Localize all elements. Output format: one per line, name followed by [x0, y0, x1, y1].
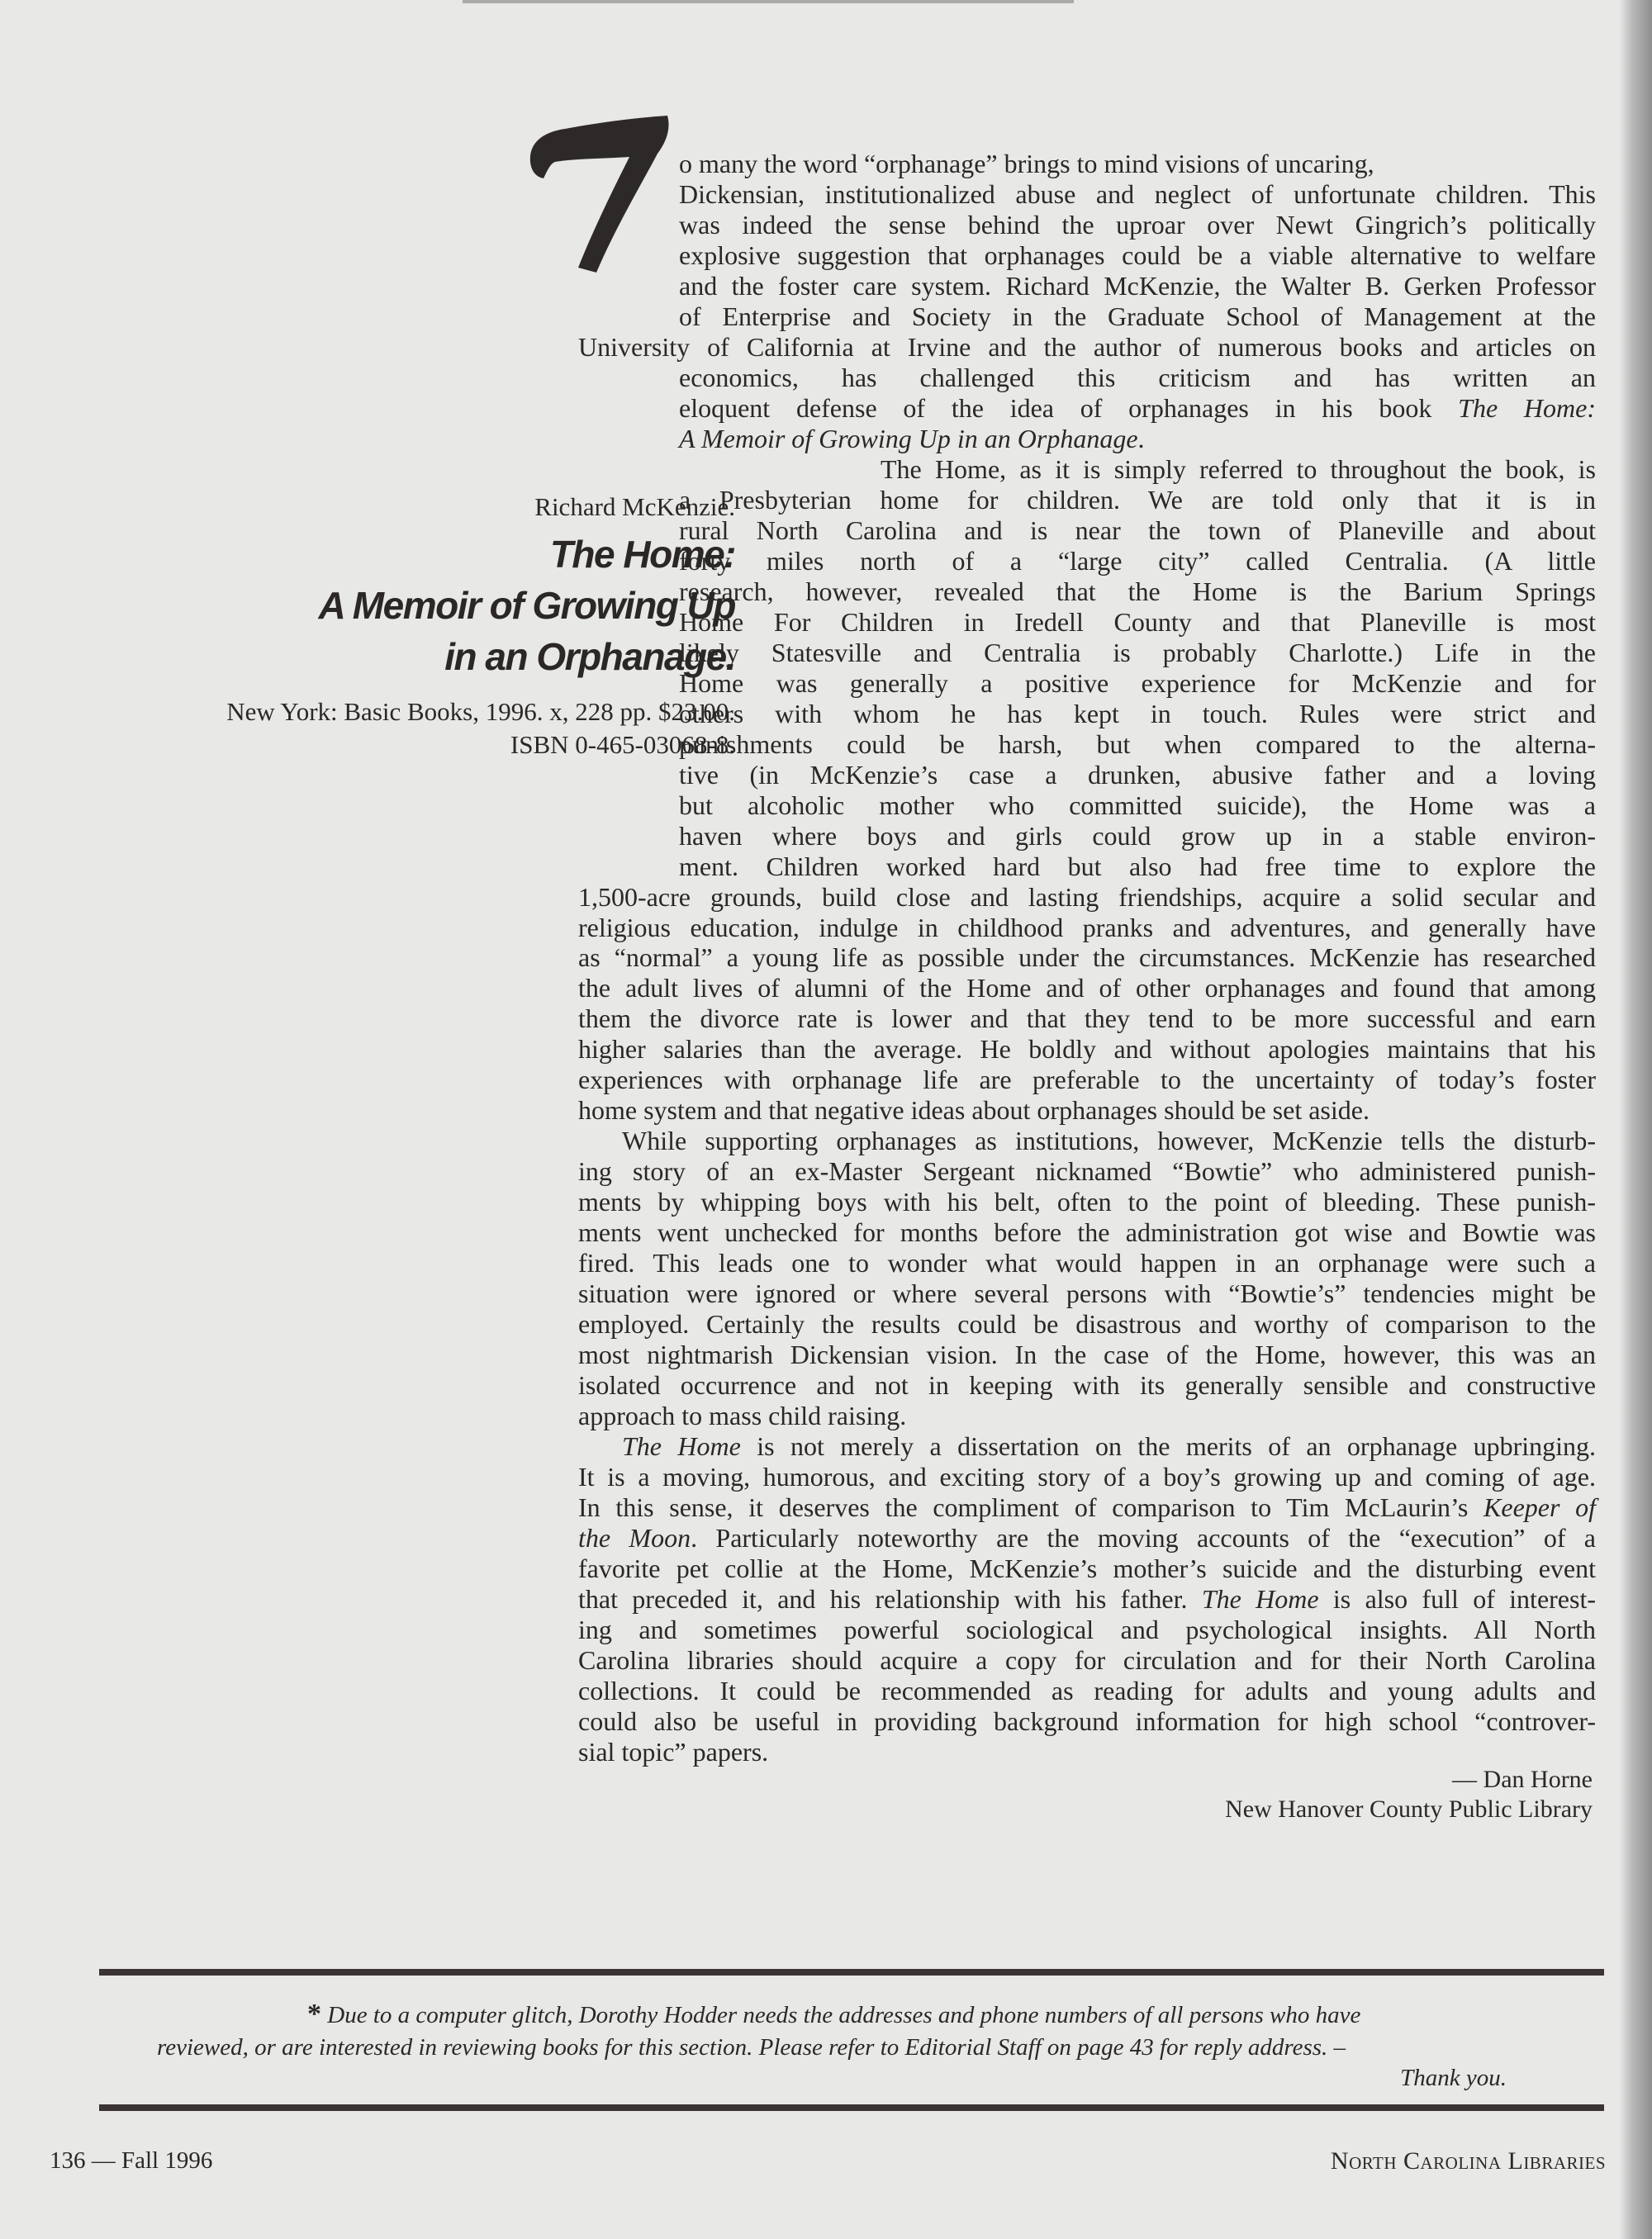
italic-title: A Memoir of Growing Up in an Orphanage — [679, 423, 1138, 453]
article-line: others with whom he has kept in touch. Rules were strict and — [679, 698, 1596, 728]
article-line: a Presbyterian home for children. We are told only that it is in — [679, 484, 1596, 515]
article-line: sial topic” papers. — [578, 1736, 769, 1767]
article-line: employed. Certainly the results could be disastrous and worthy of comparison to the — [578, 1309, 1596, 1340]
drop-cap-t-icon — [525, 111, 674, 276]
book-title-line: A Memoir of Growing Up — [318, 584, 735, 627]
book-title-line: in an Orphanage. — [444, 635, 735, 678]
footnote-line: Thank you. — [1400, 2065, 1507, 2091]
article-line: isolated occurrence and not in keeping with its generally sensible and constructive — [578, 1370, 1596, 1401]
page-number-issue: 136 — Fall 1996 — [50, 2147, 213, 2174]
book-publication-info — [226, 695, 735, 761]
article-line: While supporting orphanages as institutions, however, McKenzie tells the disturb- — [622, 1126, 1596, 1156]
book-author: Richard McKenzie. — [534, 492, 735, 521]
article-line: eloquent defense of the idea of orphanages in his book The Home: — [679, 392, 1597, 423]
article-line: situation were ignored or where several persons with “Bowtie’s” tendencies might be — [578, 1278, 1596, 1309]
article-line: It is a moving, humorous, and exciting story of a boy’s growing up and coming of age. — [578, 1462, 1596, 1492]
footnote-bottom-rule — [99, 2104, 1604, 2111]
article-line: likely Statesville and Centralia is probably Charlotte.) Life in the — [679, 637, 1596, 667]
article-line: ments went unchecked for months before the administration got wise and Bowtie was — [578, 1217, 1596, 1248]
article-line: but alcoholic mother who committed suicide), the Home was a — [679, 790, 1596, 820]
article-line: The Home is not merely a dissertation on the merits of an orphanage upbringing. — [622, 1431, 1597, 1462]
article-line: approach to mass child raising. — [578, 1401, 907, 1431]
article-line: religious education, indulge in childhood pranks and adventures, and generally have — [578, 912, 1596, 942]
article-line: economics, has challenged this criticism and has written an — [679, 362, 1596, 392]
article-line: fired. This leads one to wonder what would happen in an orphanage were such a — [578, 1248, 1596, 1278]
article-line: Home was generally a positive experience for McKenzie and for — [679, 667, 1596, 698]
article-line: home system and that negative ideas about orphanages should be set aside. — [578, 1095, 1370, 1126]
article-line: University of California at Irvine and the author of numerous books and articles on — [578, 331, 1596, 362]
italic-title: the Moon — [578, 1523, 691, 1554]
article-line: of Enterprise and Society in the Graduate School of Management at the — [679, 301, 1596, 331]
article-line: forty miles north of a “large city” called Centralia. (A little — [679, 545, 1596, 576]
article-line: research, however, revealed that the Home is the Barium Springs — [679, 576, 1596, 606]
article-line: ing and sometimes powerful sociological and psychological insights. All North — [578, 1615, 1596, 1645]
book-title — [319, 529, 736, 682]
footnote-text: Due to a computer glitch, Dorothy Hodder needs the addresses and phone numbers of all persons who have — [327, 2002, 1361, 2028]
article-line: The Home, as it is simply referred to throughout the book, is — [881, 453, 1596, 484]
article-line: o many the word “orphanage” brings to mind visions of uncaring, — [679, 149, 1374, 178]
scan-page-edge — [1619, 0, 1652, 2239]
article-line: that preceded it, and his relationship with his father. The Home is also full of interest- — [578, 1584, 1597, 1615]
article-line: ing story of an ex-Master Sergeant nicknamed “Bowtie” who administered punish- — [578, 1156, 1596, 1187]
article-line: rural North Carolina and is near the town of Planeville and about — [679, 515, 1596, 545]
article-line: and the foster care system. Richard McKenzie, the Walter B. Gerken Professor — [679, 270, 1596, 301]
article-line: favorite pet collie at the Home, McKenzie’s mother’s suicide and the disturbing event — [578, 1554, 1596, 1584]
article-line: experiences with orphanage life are preferable to the uncertainty of today’s foster — [578, 1065, 1596, 1095]
article-line: the adult lives of alumni of the Home and of other orphanages and found that among — [578, 973, 1596, 1003]
article-line: 1,500-acre grounds, build close and lasting friendships, acquire a solid secular and — [578, 881, 1596, 912]
book-title-line: The Home: — [549, 533, 735, 576]
article-line: explosive suggestion that orphanages could be a viable alternative to welfare — [679, 240, 1596, 270]
article-line: Home For Children in Iredell County and that Planeville is most — [679, 606, 1596, 637]
reviewer-affiliation: New Hanover County Public Library — [1225, 1795, 1593, 1823]
article-line: A Memoir of Growing Up in an Orphanage. — [679, 423, 1145, 453]
article-line: them the divorce rate is lower and that they tend to be more successful and earn — [578, 1003, 1596, 1034]
article-line: Carolina libraries should acquire a copy for circulation and for their North Carolina — [578, 1645, 1596, 1676]
article-line: ment. Children worked hard but also had free time to explore the — [679, 851, 1596, 881]
italic-title: Keeper of — [1483, 1492, 1597, 1523]
article-line: haven where boys and girls could grow up in a stable environ- — [679, 820, 1596, 851]
article-line: as “normal” a young life as possible under the circumstances. McKenzie has researched — [578, 942, 1596, 973]
footnote-top-rule — [99, 1969, 1604, 1976]
top-rule — [463, 0, 1074, 3]
asterisk-marker: * — [307, 1999, 321, 2029]
italic-title: The Home — [1201, 1584, 1319, 1615]
article-line: Dickensian, institutionalized abuse and neglect of unfortunate children. This — [679, 178, 1596, 209]
article-line: In this sense, it deserves the compliment of comparison to Tim McLaurin’s Keeper of — [578, 1492, 1597, 1523]
article-line: punishments could be harsh, but when compared to the alterna- — [679, 728, 1596, 759]
article-line: was indeed the sense behind the uproar over Newt Gingrich’s politically — [679, 209, 1596, 240]
article-line: tive (in McKenzie’s case a drunken, abusive father and a loving — [679, 759, 1596, 790]
isbn: ISBN 0-465-03068-8. — [510, 730, 735, 759]
reviewer-name: — Dan Horne — [1452, 1766, 1593, 1793]
footnote-line: reviewed, or are interested in reviewing books for this section. Please refer to Editorial Staff on page 43 for reply address. – — [157, 2034, 1346, 2061]
footnote-line — [307, 1999, 1360, 2030]
italic-title: The Home — [622, 1431, 741, 1462]
publisher-details: New York: Basic Books, 1996. x, 228 pp. $23.00. — [226, 697, 735, 726]
italic-title: The Home: — [1458, 392, 1597, 423]
article-line: collections. It could be recommended as reading for adults and young adults and — [578, 1676, 1596, 1705]
article-line: the Moon. Particularly noteworthy are the moving accounts of the “execution” of a — [578, 1523, 1597, 1554]
article-line: higher salaries than the average. He boldly and without apologies maintains that his — [578, 1034, 1596, 1065]
article-line: ments by whipping boys with his belt, often to the point of bleeding. These punish- — [578, 1187, 1596, 1217]
article-line: could also be useful in providing background information for high school “controver- — [578, 1705, 1596, 1736]
article-line: most nightmarish Dickensian vision. In the case of the Home, however, this was an — [578, 1340, 1596, 1370]
journal-name: North Carolina Libraries — [1330, 2147, 1606, 2175]
